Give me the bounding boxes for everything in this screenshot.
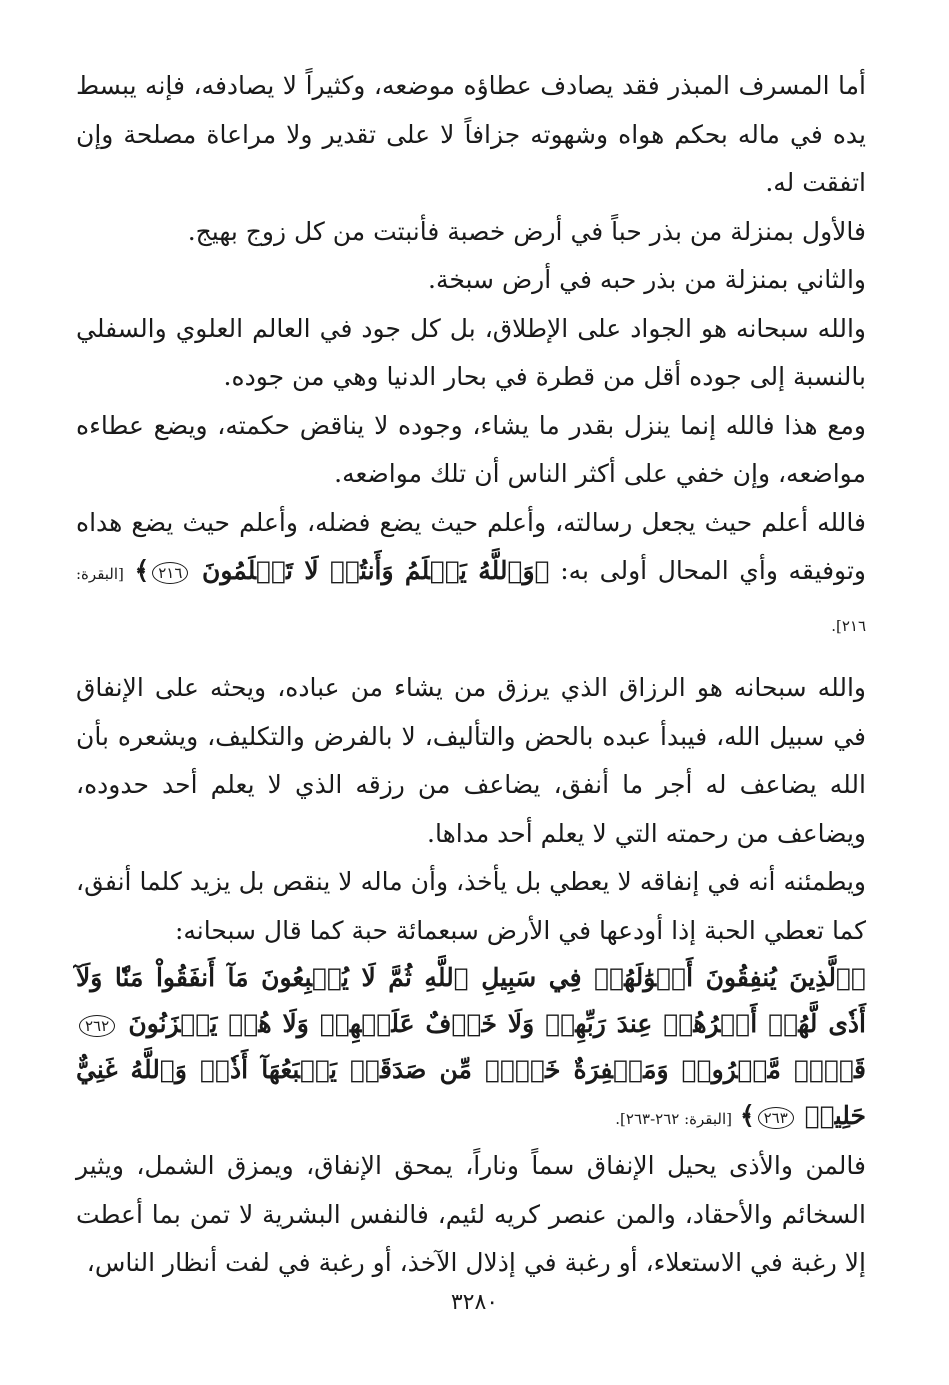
paragraph-6 bbox=[76, 499, 866, 651]
paragraph-1: أما المسرف المبذر فقد يصادف عطاؤه موضعه، وكثيراً لا يصادفه، فإنه يبسط يده في ماله بحكم هواه وشهوته جزافاً لا على تقدير ولا مراعاة مصلحة وإن اتفقت له. bbox=[76, 71, 866, 197]
verse-number-marker: ٢٦٣ bbox=[758, 1107, 794, 1129]
verse-number-marker: ٢١٦ bbox=[152, 562, 188, 584]
quran-verse-262: ﴿ٱلَّذِينَ يُنفِقُونَ أَمۡوَٰلَهُمۡ فِي سَبِيلِ ٱللَّهِ ثُمَّ لَا يُتۡبِعُونَ مَآ أَنفَقُواْ مَنّٗا وَلَآ أَذٗى لَّهُمۡ أَجۡرُهُمۡ عِندَ رَبِّهِمۡ وَلَا خَوۡفٌ عَلَيۡهِمۡ وَلَا هُمۡ يَحۡزَنُونَ bbox=[76, 963, 867, 1038]
quran-verse-263: قَوۡلٞ مَّعۡرُوفٞ وَمَغۡفِرَةٌ خَيۡرٞ مِّن صَدَقَةٖ يَتۡبَعُهَآ أَذٗىۗ وَٱللَّهُ غَنِيٌّ حَلِيمٞ bbox=[76, 1055, 866, 1130]
verse-close-bracket: ﴾ bbox=[134, 556, 150, 585]
paragraph-9: فالمن والأذى يحيل الإنفاق سماً وناراً، يمحق الإنفاق، ويمزق الشمل، ويثير السخائم والأحقاد، والمن عنصر كريه لئيم، فالنفس البشرية لا تمن بما أعطت إلا رغبة في الاستعلاء، أو رغبة في إذلال الآخذ، أو رغبة في لفت أنظار الناس، bbox=[76, 1151, 866, 1277]
verse-citation: [البقرة: ٢٦٢-٢٦٣]. bbox=[615, 1110, 732, 1128]
paragraph-7: والله سبحانه هو الرزاق الذي يرزق من يشاء من عباده، ويحثه على الإنفاق في سبيل الله، فيبدأ عبده بالحض والتأليف، لا بالفرض والتكليف، ويشعره بأن الله يضاعف له أجر ما أنفق، يضاعف من رزقه الذي لا يعلم أحد حدوده، ويضاعف من رحمته التي لا يعلم أحد مداها. bbox=[76, 673, 866, 848]
paragraph-3: والثاني بمنزلة من بذر حبه في أرض سبخة. bbox=[428, 265, 866, 294]
paragraph-2: فالأول بمنزلة من بذر حباً في أرض خصبة فأنبتت من كل زوج بهيج. bbox=[187, 216, 866, 246]
page-number: ٣٢٨٠ bbox=[450, 1290, 499, 1315]
paragraph-4: والله سبحانه هو الجواد على الإطلاق، بل كل جود في العالم العلوي والسفلي بالنسبة إلى جوده أقل من قطرة في بحار الدنيا وهي من جوده. bbox=[76, 313, 866, 391]
page-body bbox=[76, 62, 866, 1288]
verse-citation: [البقرة: ٢١٦]. bbox=[76, 565, 866, 635]
verse-close-bracket: ﴾ bbox=[739, 1101, 755, 1130]
quran-verse-216: ﴿وَٱللَّهُ يَعۡلَمُ وَأَنتُمۡ لَا تَعۡلَمُونَ bbox=[202, 556, 550, 585]
paragraph-5: ومع هذا فالله إنما ينزل بقدر ما يشاء، وجوده لا يناقض حكمته، ويضع عطاءه مواضعه، وإن خفي على أكثر الناس أن تلك مواضعه. bbox=[76, 410, 866, 488]
verse-number-marker: ٢٦٢ bbox=[79, 1015, 115, 1037]
paragraph-6-text: فالله أعلم حيث يجعل رسالته، وأعلم حيث يضع فضله، وأعلم حيث يضع هداه وتوفيقه وأي المحال أولى به: bbox=[76, 507, 867, 585]
paragraph-8: ويطمئنه أنه في إنفاقه لا يعطي بل يأخذ، وأن ماله لا ينقص بل يزيد كلما أنفق، كما تعطي الحبة إذا أودعها في الأرض سبعمائة حبة كما قال سبحانه: bbox=[76, 867, 866, 945]
quran-verse-block bbox=[76, 955, 866, 1142]
